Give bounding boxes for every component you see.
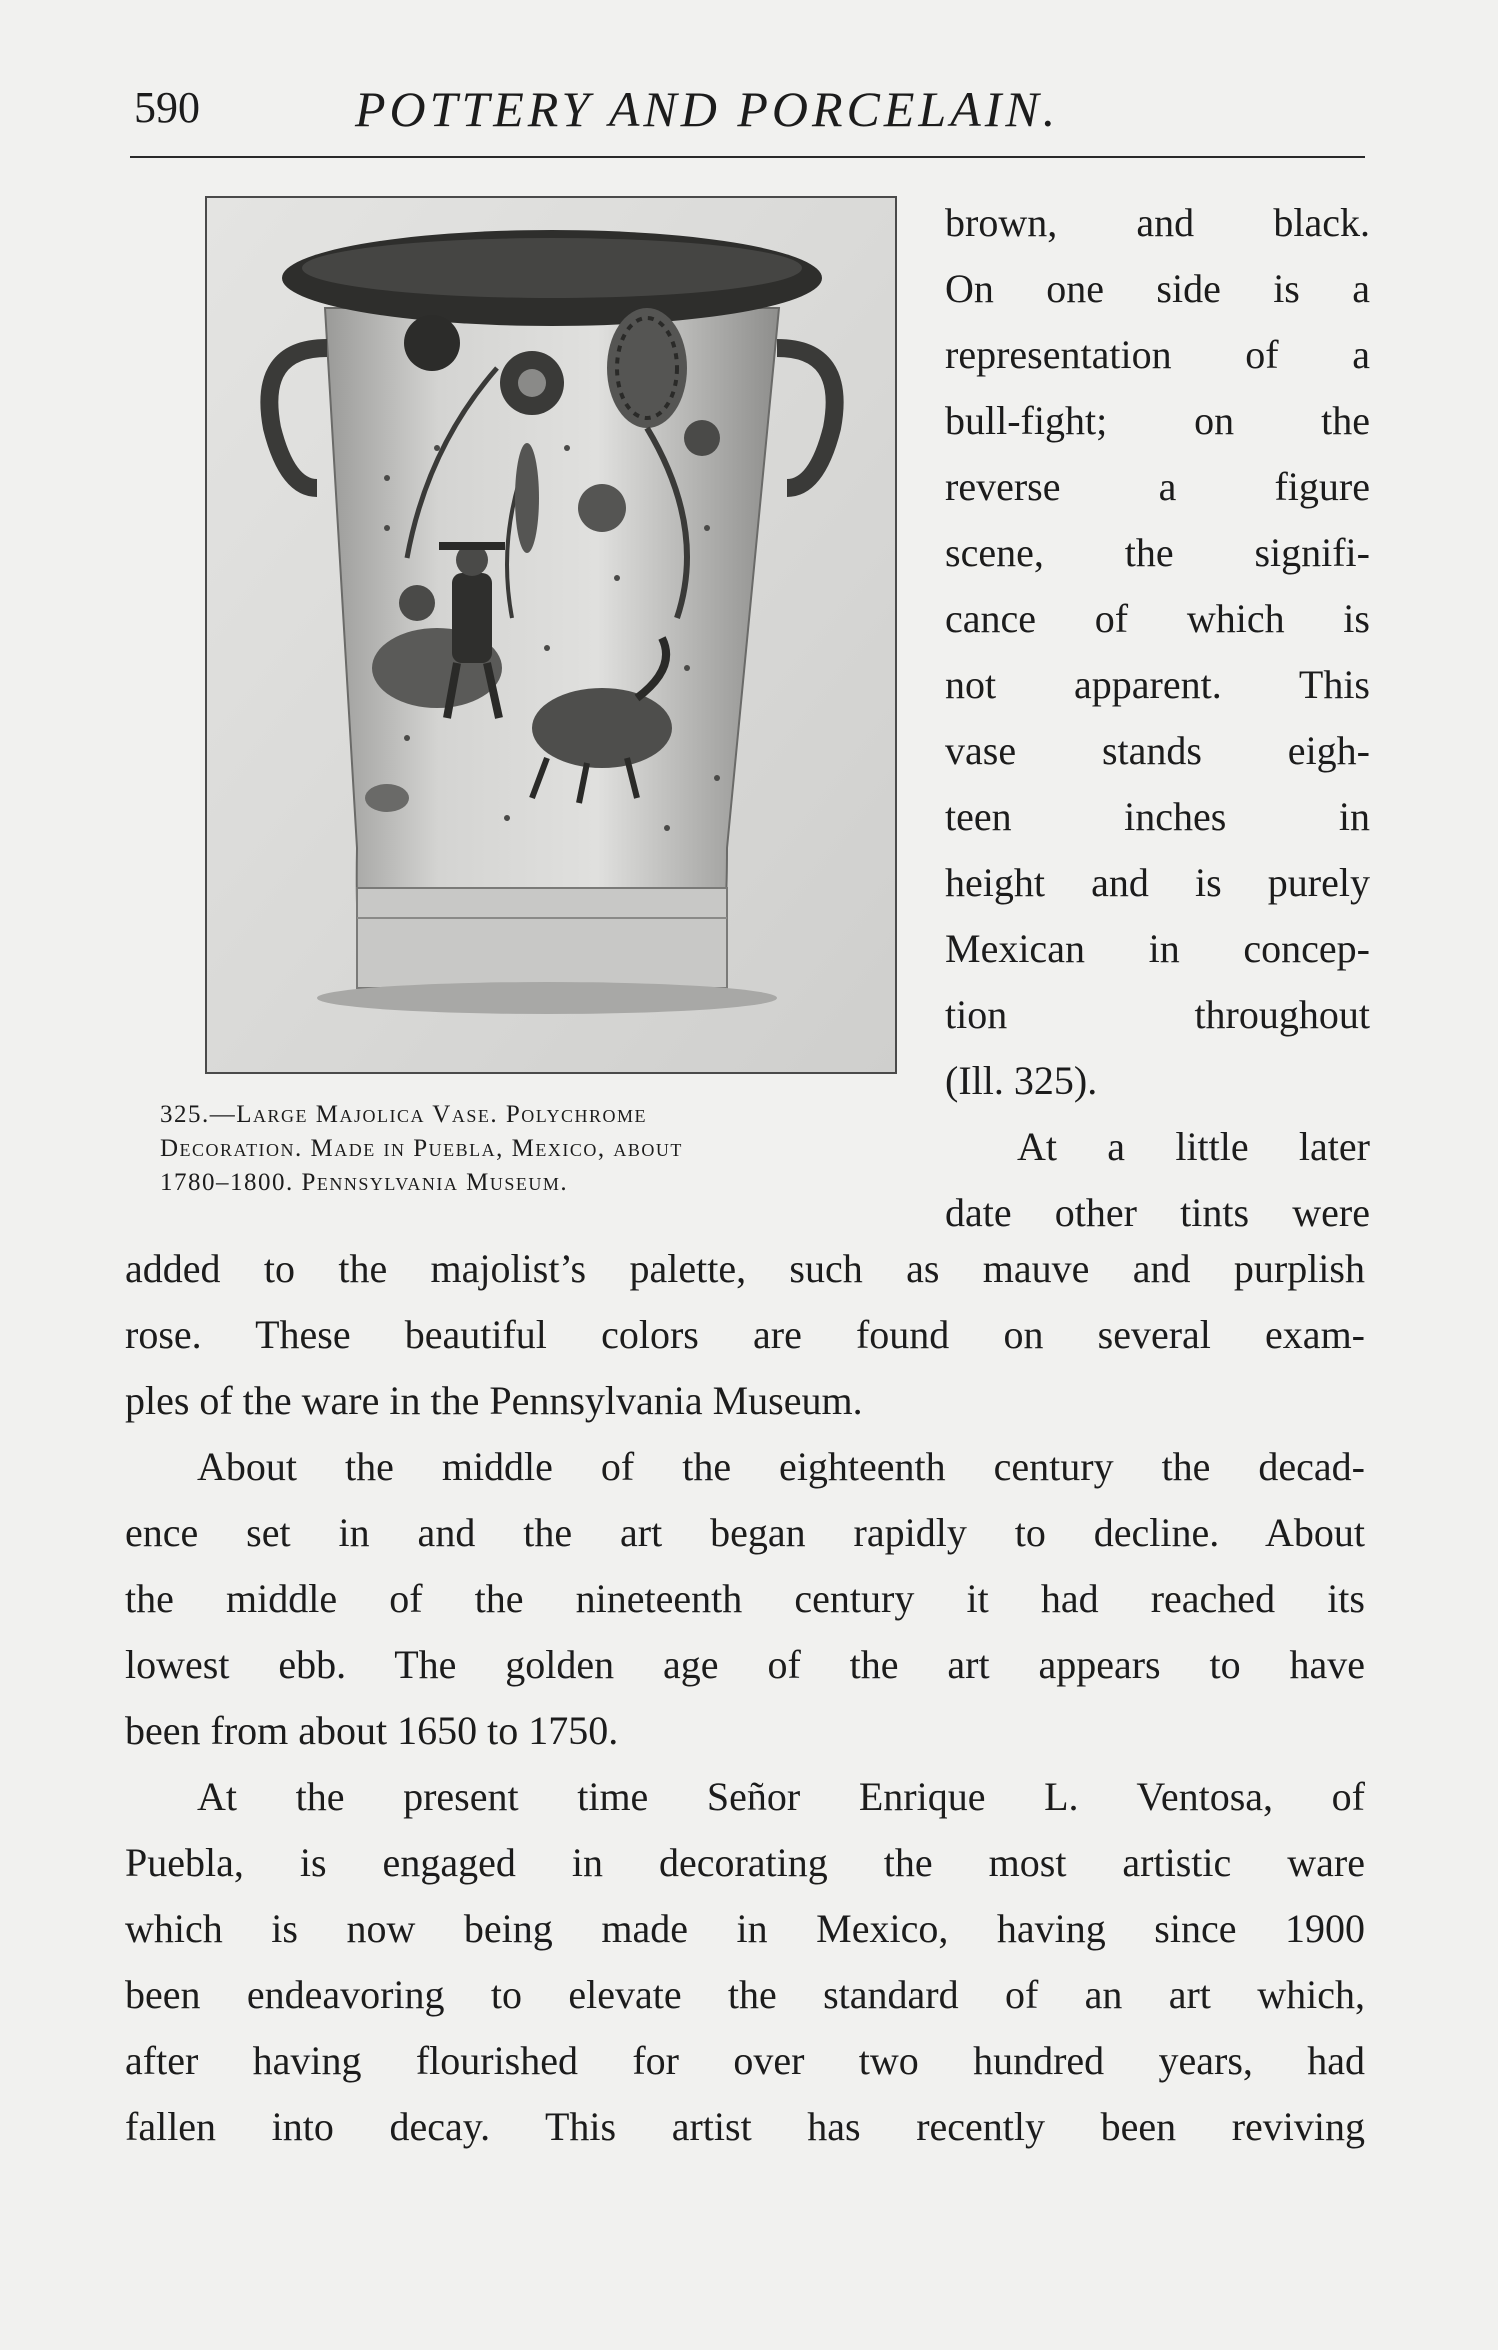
text-line: been endeavoring to elevate the standard of an art which, [125, 1972, 1365, 2017]
text-line: teen inches in [945, 794, 1370, 839]
text-line: bull-fight; on the [945, 398, 1370, 443]
text-line: date other tints were [945, 1190, 1370, 1235]
body-text [125, 1236, 1365, 2160]
running-title: POTTERY AND PORCELAIN. [355, 81, 1060, 137]
text-line: ence set in and the art began rapidly to decline. About [125, 1510, 1365, 1555]
text-line: ples of the ware in the Pennsylvania Museum. [125, 1378, 863, 1423]
text-line: the middle of the nineteenth century it had reached its [125, 1576, 1365, 1621]
text-line: At the present time Señor Enrique L. Ventosa, of [197, 1774, 1365, 1819]
page-header [130, 82, 1365, 152]
text-line: cance of which is [945, 596, 1370, 641]
text-line: vase stands eigh- [945, 728, 1370, 773]
text-line: which is now being made in Mexico, having since 1900 [125, 1906, 1365, 1951]
text-line: At a little later [1017, 1124, 1370, 1169]
figure-caption [160, 1098, 905, 1200]
caption-line: 325.—Large Majolica Vase. Polychrome [160, 1101, 647, 1128]
text-line: On one side is a [945, 266, 1370, 311]
text-line: reverse a figure [945, 464, 1370, 509]
text-line: rose. These beautiful colors are found on several exam- [125, 1312, 1365, 1357]
text-line: scene, the signifi- [945, 530, 1370, 575]
text-line: brown, and black. [945, 200, 1370, 245]
text-line: representation of a [945, 332, 1370, 377]
text-line: after having flourished for over two hundred years, had [125, 2038, 1365, 2083]
text-line: About the middle of the eighteenth century the decad- [197, 1444, 1365, 1489]
text-line: added to the majolist’s palette, such as mauve and purplish [125, 1246, 1365, 1291]
text-line: not apparent. This [945, 662, 1370, 707]
caption-line: 1780–1800. Pennsylvania Museum. [160, 1169, 569, 1196]
text-line: lowest ebb. The golden age of the art appears to have [125, 1642, 1365, 1687]
text-line: Puebla, is engaged in decorating the most artistic ware [125, 1840, 1365, 1885]
text-line: fallen into decay. This artist has recently been reviving [125, 2104, 1365, 2149]
text-line: Mexican in concep- [945, 926, 1370, 971]
text-line: tion throughout [945, 992, 1370, 1037]
text-line: (Ill. 325). [945, 1058, 1098, 1103]
text-line: height and is purely [945, 860, 1370, 905]
caption-line: Decoration. Made in Puebla, Mexico, about [160, 1135, 683, 1162]
header-rule [130, 156, 1365, 158]
vase-photograph [205, 196, 897, 1074]
page-number: 590 [134, 83, 200, 132]
text-line: been from about 1650 to 1750. [125, 1708, 619, 1753]
figure-majolica-vase [205, 196, 895, 1071]
side-column-text [945, 190, 1370, 1246]
